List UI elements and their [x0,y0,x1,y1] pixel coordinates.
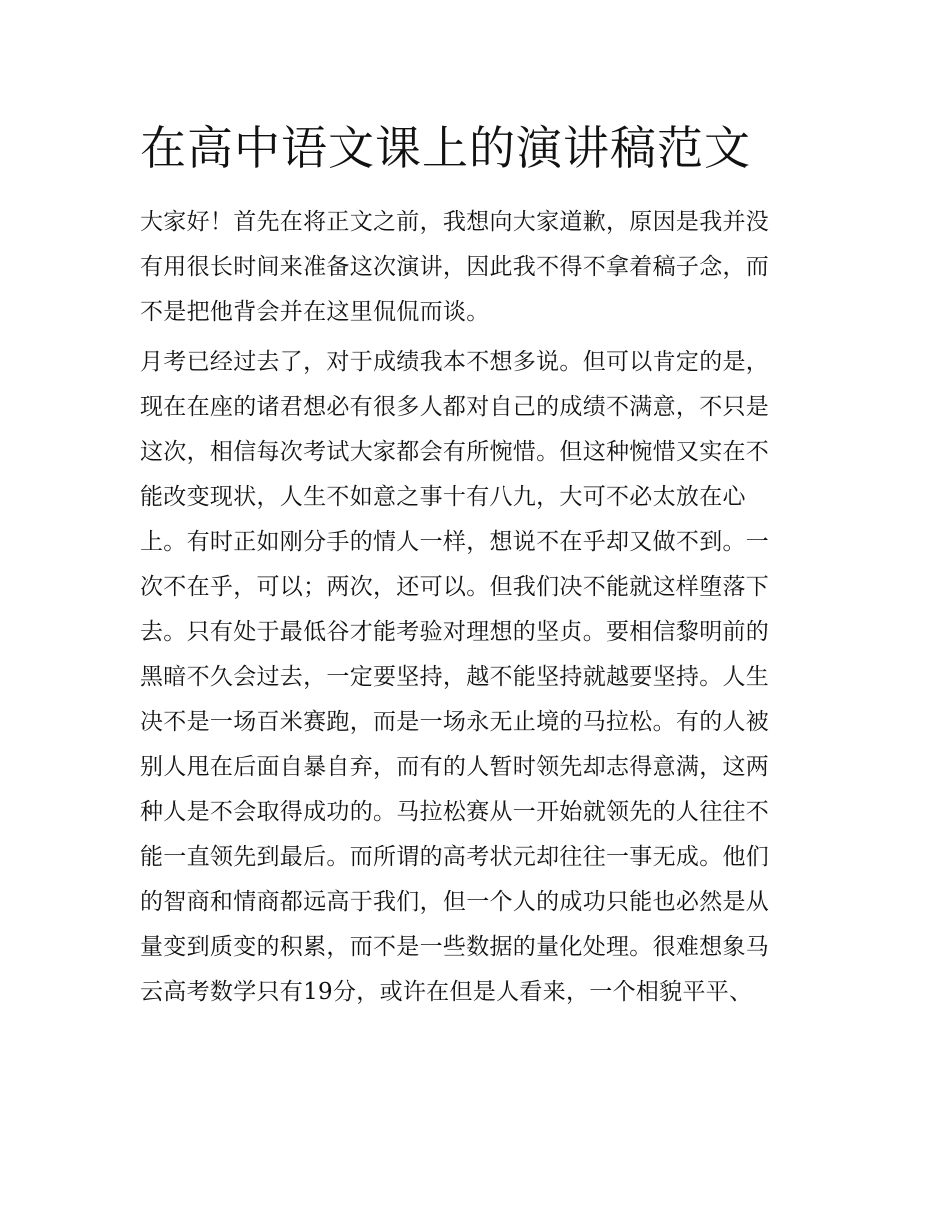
paragraph-line: 量变到质变的积累，而不是一些数据的量化处理。很难想象马 [140,934,770,960]
paragraph-line: 次不在乎，可以；两次，还可以。但我们决不能就这样堕落下 [140,574,770,600]
paragraph-line: 去。只有处于最低谷才能考验对理想的坚贞。要相信黎明前的 [140,619,770,645]
paragraph-line: 能一直领先到最后。而所谓的高考状元却往往一事无成。他们 [140,844,770,870]
document-title: 在高中语文课上的演讲稿范文 [140,121,751,175]
paragraph-line: 月考已经过去了，对于成绩我本不想多说。但可以肯定的是， [140,349,770,375]
paragraph-line: 上。有时正如刚分手的情人一样，想说不在乎却又做不到。一 [140,529,770,555]
paragraph-line: 别人甩在后面自暴自弃，而有的人暂时领先却志得意满，这两 [140,754,770,780]
paragraph-line: 的智商和情商都远高于我们，但一个人的成功只能也必然是从 [140,889,770,915]
paragraph-line [140,1105,820,1150]
paragraph-line: 不是把他背会并在这里侃侃而谈。 [140,299,490,325]
paragraph-line: 决不是一场百米赛跑，而是一场永无止境的马拉松。有的人被 [140,709,770,735]
paragraph-line [140,1060,820,1105]
paragraph-line [140,1015,820,1060]
paragraph-line: 有用很长时间来准备这次演讲，因此我不得不拿着稿子念，而 [140,254,770,280]
paragraph-line: 这次，相信每次考试大家都会有所惋惜。但这种惋惜又实在不 [140,439,770,465]
document-body [140,200,820,1150]
paragraph-line: 云高考数学只有19分，或许在但是人看来，一个相貌平平、 [140,979,753,1005]
paragraph-line: 现在在座的诸君想必有很多人都对自己的成绩不满意，不只是 [140,394,770,420]
paragraph-line: 大家好！首先在将正文之前，我想向大家道歉，原因是我并没 [140,209,770,235]
paragraph-line: 种人是不会取得成功的。马拉松赛从一开始就领先的人往往不 [140,799,770,825]
paragraph-2 [140,340,820,1150]
paragraph-line: 能改变现状，人生不如意之事十有八九，大可不必太放在心 [140,484,746,510]
paragraph-line: 黑暗不久会过去，一定要坚持，越不能坚持就越要坚持。人生 [140,664,770,690]
paragraph-1 [140,200,820,335]
